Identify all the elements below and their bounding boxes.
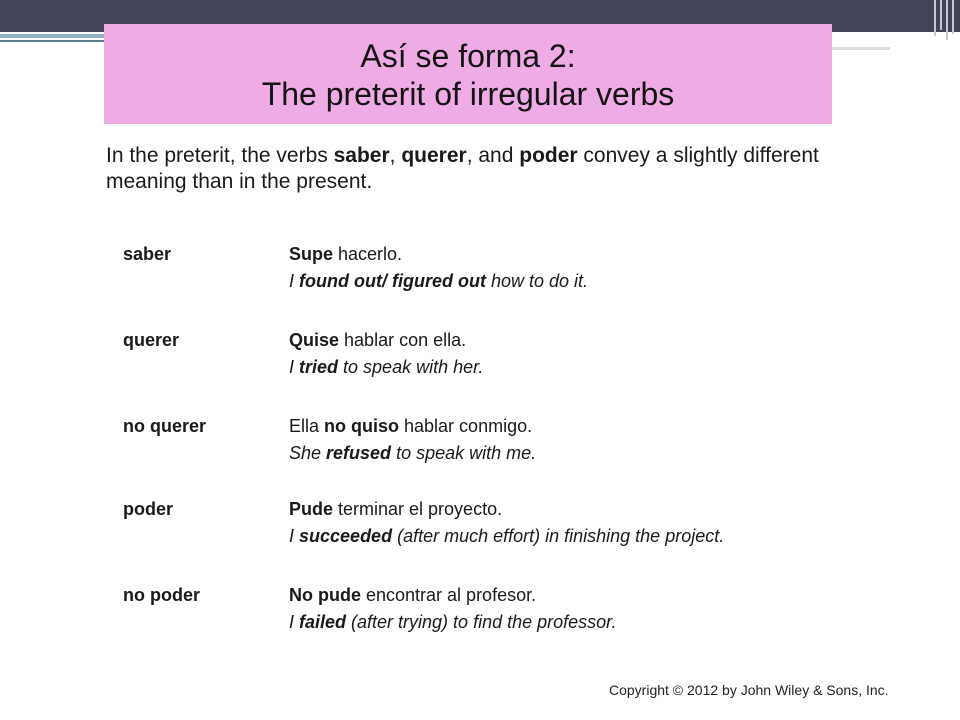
translation-text: I [289, 526, 300, 546]
translation-bold: succeeded [299, 526, 393, 546]
row-term: querer [123, 330, 180, 350]
row-term: saber [123, 244, 172, 264]
example-bold: no quiso [324, 416, 400, 436]
verb-querer: querer [401, 144, 467, 167]
row-translation [289, 271, 588, 292]
copyright-notice: Copyright © 2012 by John Wiley & Sons, Inc. [609, 682, 889, 698]
translation-bold: refused [326, 443, 392, 463]
row-term: no querer [123, 416, 207, 436]
row-translation [289, 443, 536, 464]
example-bold: Supe [289, 244, 334, 264]
accent-line [0, 34, 112, 38]
row-example [289, 244, 402, 265]
example-bold: Pude [289, 499, 334, 519]
row-example [289, 416, 532, 437]
row-term: poder [123, 499, 174, 519]
title-rule [832, 47, 890, 50]
intro-text: convey a slightly different meaning than in the present. [106, 144, 819, 193]
translation-bold: found out/ figured out [299, 271, 486, 291]
translation-text: to speak with her. [338, 357, 484, 377]
row-example [289, 499, 502, 520]
translation-text: how to do it. [485, 271, 589, 291]
translation-text: I [289, 612, 300, 632]
example-bold: Quise [289, 330, 340, 350]
intro-paragraph [106, 143, 836, 195]
translation-bold: failed [299, 612, 347, 632]
row-translation [289, 357, 483, 378]
intro-text: In the preterit, the verbs [106, 144, 334, 167]
verb-saber: saber [333, 144, 390, 167]
deco-line [946, 0, 948, 40]
example-text: Ella [289, 416, 325, 436]
deco-line [934, 0, 936, 36]
slide-title [104, 24, 832, 124]
row-example [289, 585, 536, 606]
translation-text: I [289, 271, 300, 291]
example-text: hablar con ella. [339, 330, 467, 350]
translation-text: (after trying) to find the professor. [346, 612, 617, 632]
deco-line [940, 0, 942, 30]
example-text: terminar el proyecto. [333, 499, 503, 519]
translation-bold: tried [299, 357, 339, 377]
example-bold: No pude [289, 585, 361, 605]
row-translation [289, 526, 724, 547]
translation-text: She [289, 443, 327, 463]
translation-text: to speak with me. [391, 443, 537, 463]
accent-line-thin [0, 40, 112, 42]
translation-text: (after much effort) in finishing the project. [392, 526, 725, 546]
intro-text: , and [466, 144, 520, 167]
row-example [289, 330, 466, 351]
deco-line [952, 0, 954, 34]
verb-poder: poder [519, 144, 578, 167]
example-text: hablar conmigo. [399, 416, 533, 436]
example-text: encontrar al profesor. [361, 585, 537, 605]
row-term: no poder [123, 585, 200, 605]
row-translation [289, 612, 616, 633]
title-line-2: The preterit of irregular verbs [261, 76, 675, 112]
intro-text: , [389, 144, 402, 167]
example-text: hacerlo. [333, 244, 403, 264]
title-line-1: Así se forma 2: [360, 38, 576, 74]
translation-text: I [289, 357, 300, 377]
